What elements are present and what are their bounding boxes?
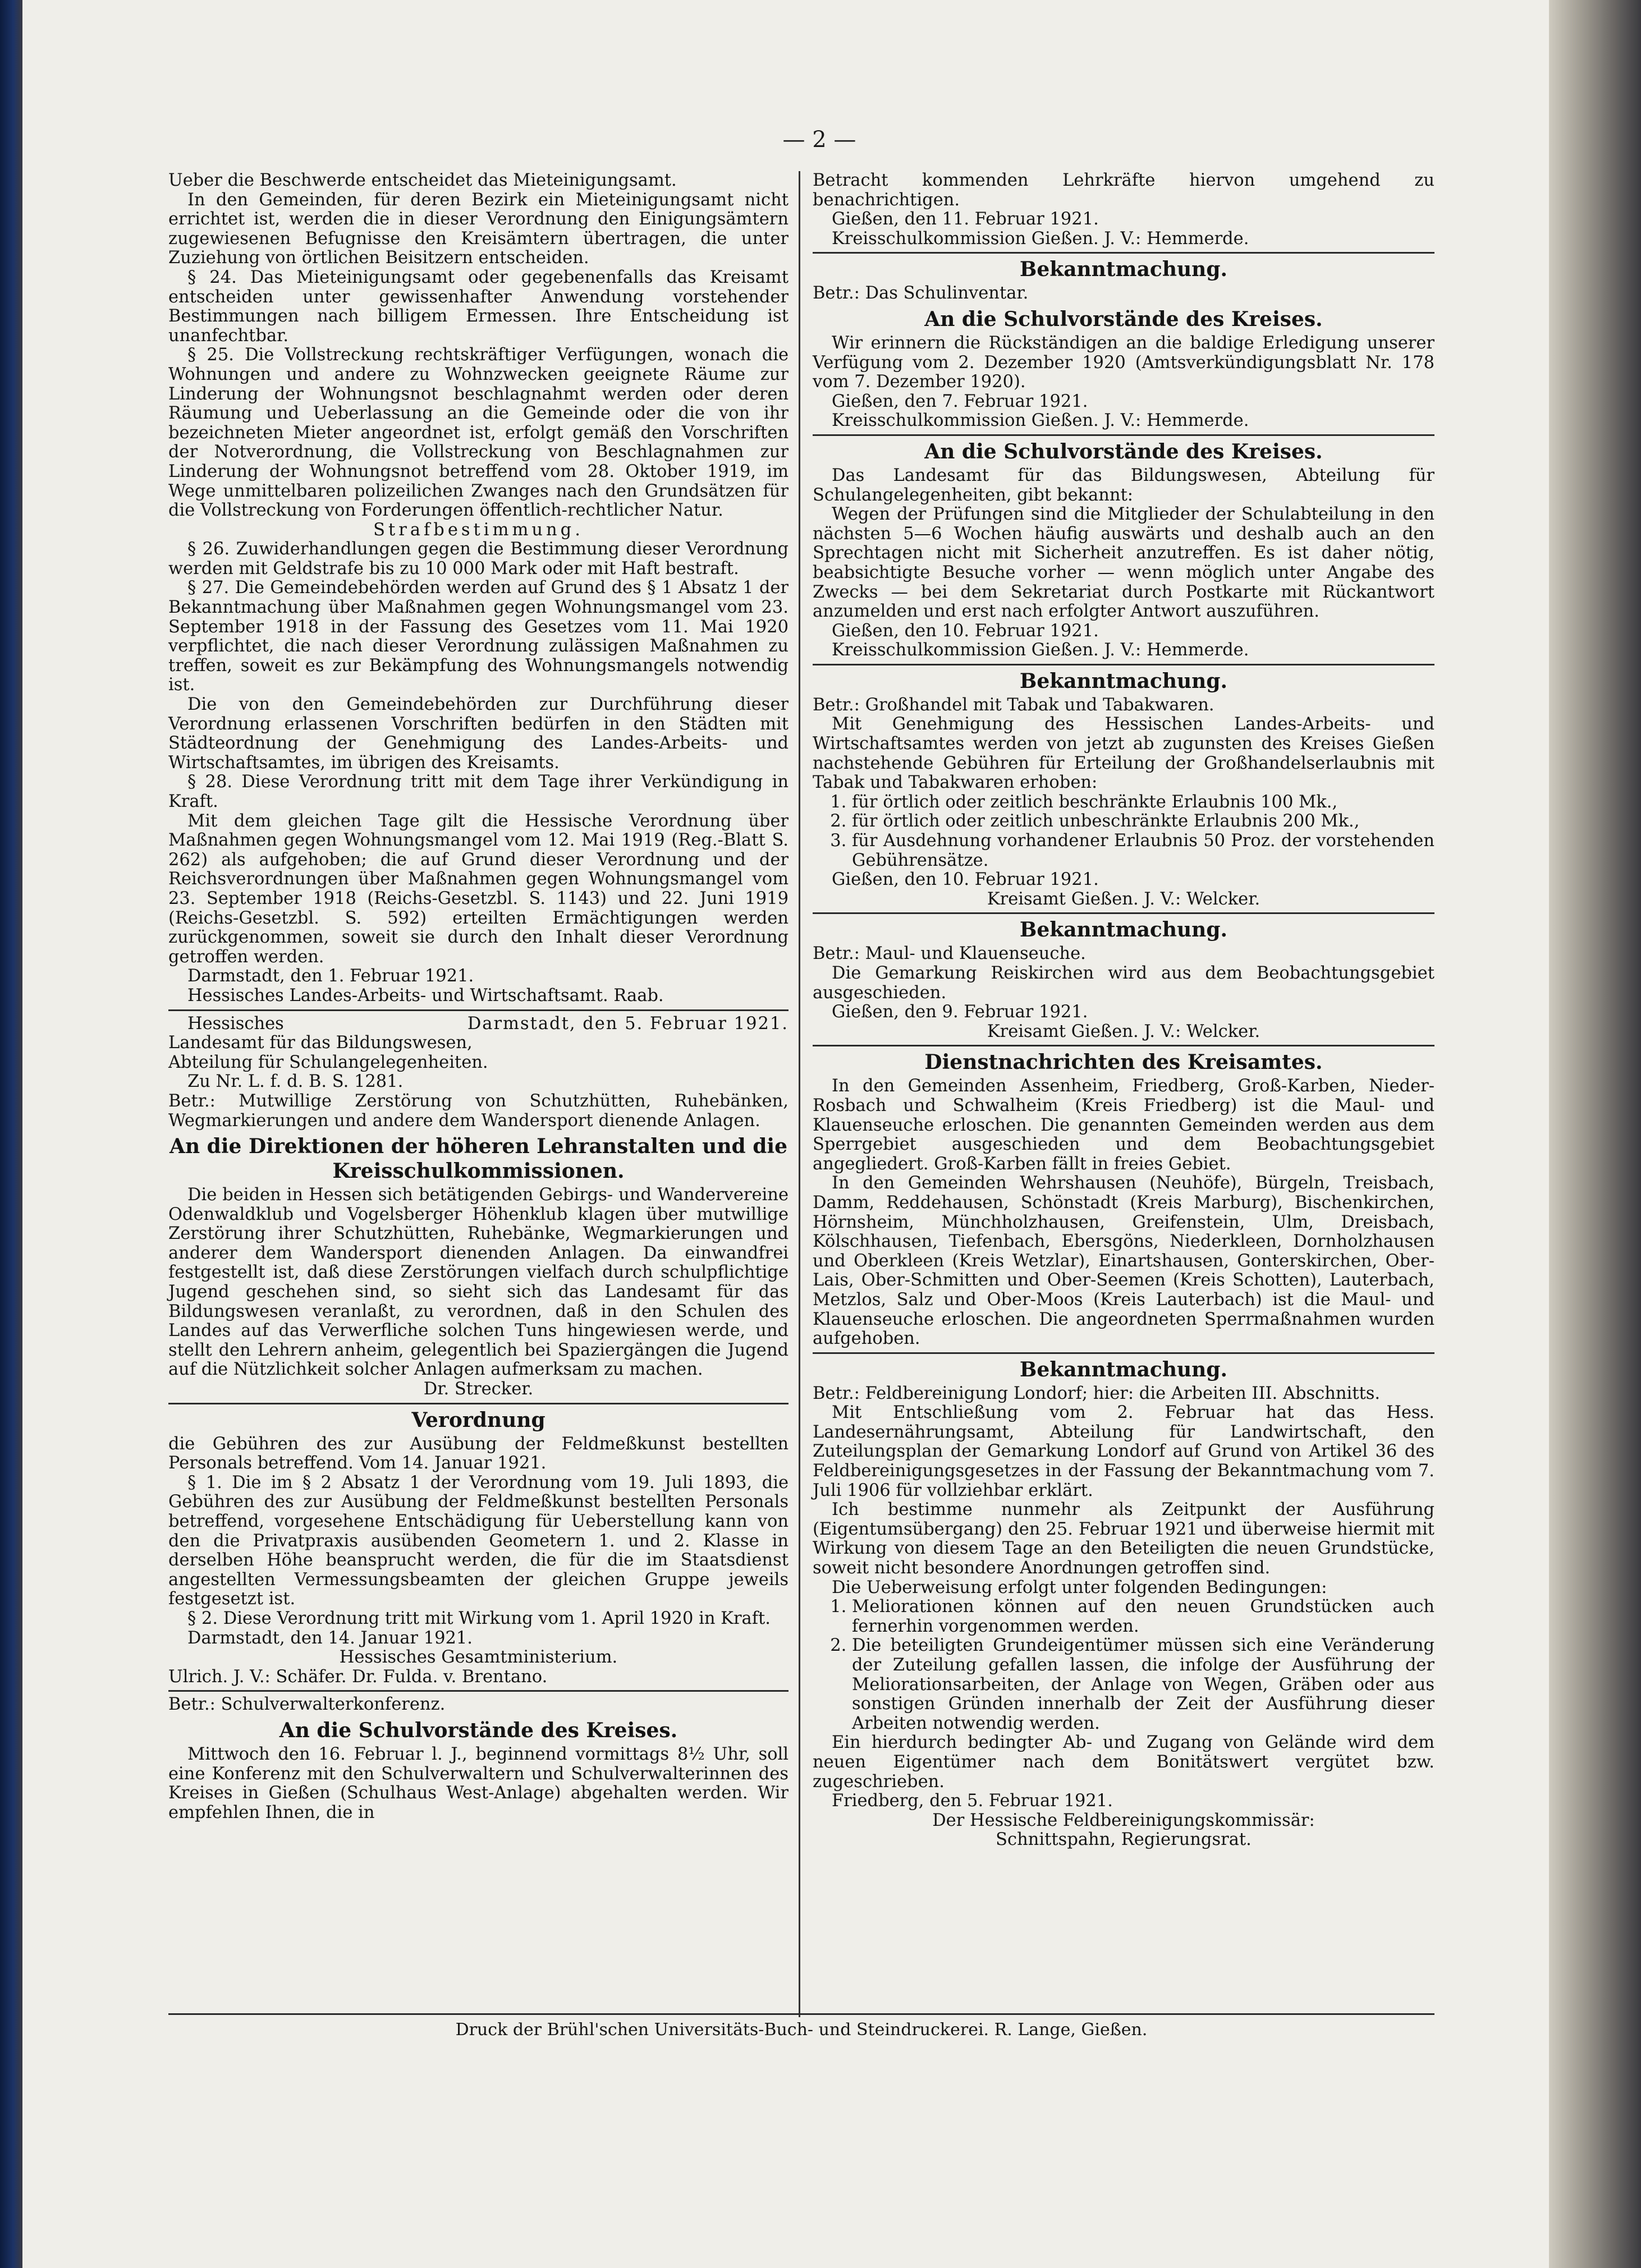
paragraph: § 26. Zuwiderhandlungen gegen die Bestimmung dieser Verordnung werden mit Geldstrafe bis zu 10 000 Mark oder mit Haft bestraft. bbox=[168, 539, 789, 579]
paragraph: Betracht kommenden Lehrkräfte hiervon umgehend zu benachrichtigen. bbox=[813, 171, 1434, 210]
dateline-left: Hessisches bbox=[187, 1013, 284, 1034]
paragraph: Dr. Strecker. bbox=[423, 1379, 534, 1399]
paragraph: Wir erinnern die Rückständigen an die baldige Erledigung unserer Verfügung vom 2. Dezember 1920 (Amtsverkündigungsblatt Nr. 178 vom 7. Dezember 1920). bbox=[813, 333, 1434, 392]
section-rule bbox=[813, 1352, 1434, 1354]
paragraph: Der Hessische Feldbereinigungskommissär: bbox=[932, 1810, 1315, 1830]
paragraph: Friedberg, den 5. Februar 1921. bbox=[832, 1791, 1113, 1811]
paragraph: Betr.: Feldbereinigung Londorf; hier: die Arbeiten III. Abschnitts. bbox=[813, 1383, 1381, 1403]
paragraph: Kreisschulkommission Gießen. J. V.: Hemmerde. bbox=[832, 411, 1249, 431]
section-rule bbox=[813, 252, 1434, 254]
paragraph: § 25. Die Vollstreckung rechtskräftiger Verfügungen, wonach die Wohnungen und andere zu Wohnzwecken geeignete Räume zur Linderung der Wohnungsnot beschlagnahmt werden oder deren Räumung und Ueberlassung an die Gemeinde oder die von ihr bezeichneten Mieter angeordnet ist, erfolgt gemäß den Vorschriften der Notverordnung, die Vollstreckung von Beschlagnahmen zur Linderung der Wohnungsnot betreffend vom 28. Oktober 1919, im Wege unmittelbaren polizeilichen Zwanges nach den Grundsätzen für die Vollstreckung von Forderungen öffentlich-rechtlicher Natur. bbox=[168, 345, 789, 521]
section-heading: An die Schulvorstände des Kreises. bbox=[924, 439, 1323, 463]
paragraph: Kreisamt Gießen. J. V.: Welcker. bbox=[987, 889, 1260, 909]
section-heading: An die Schulvorstände des Kreises. bbox=[924, 307, 1323, 331]
section-heading: Bekanntmachung. bbox=[1019, 258, 1228, 282]
section-rule bbox=[813, 664, 1434, 665]
paragraph: § 24. Das Mieteinigungsamt oder gegebenenfalls das Kreisamt entscheiden unter gewissenhafter Anwendung vorstehender Bestimmungen nach billigem Ermessen. Ihre Entscheidung ist unanfechtbar. bbox=[168, 267, 789, 346]
book-binding bbox=[0, 0, 22, 2268]
paragraph: Betr.: Das Schulinventar. bbox=[813, 283, 1029, 304]
list-item: 1. für örtlich oder zeitlich beschränkte Erlaubnis 100 Mk., bbox=[852, 793, 1434, 812]
section-heading: An die Direktionen der höheren Lehranstalten und die Kreisschulkommissionen. bbox=[169, 1135, 787, 1183]
paragraph: Ulrich. J. V.: Schäfer. Dr. Fulda. v. Brentano. bbox=[168, 1666, 548, 1687]
section-rule bbox=[813, 434, 1434, 436]
paragraph: In den Gemeinden Wehrshausen (Neuhöfe), Bürgeln, Treisbach, Damm, Reddehausen, Schönstadt (Kreis Marburg), Bischenkirchen, Hörnsheim, Münchholzhausen, Greifenstein, Ulm, Dreisbach, Kölschhausen, Tiefenbach, Ebersgöns, Niederkleen, Dornholzhausen und Oberkleen (Kreis Wetzlar), Einartshausen, Gonterskirchen, Ober-Lais, Ober-Schmitten und Ober-Seemen (Kreis Schotten), Lauterbach, Metzlos, Salz und Ober-Moos (Kreis Lauterbach) ist die Maul- und Klauenseuche erloschen. Die angeordneten Sperrmaßnahmen wurden aufgehoben. bbox=[813, 1173, 1434, 1349]
paragraph: Ich bestimme nunmehr als Zeitpunkt der Ausführung (Eigentumsübergang) den 25. Februar 1921 und überweise hiermit mit Wirkung von diesem Tage an den Beteiligten die neuen Grundstücke, soweit nicht besondere Anordnungen getroffen sind. bbox=[813, 1500, 1434, 1578]
section-heading: Verordnung bbox=[411, 1408, 546, 1432]
paragraph: In den Gemeinden Assenheim, Friedberg, Groß-Karben, Nieder-Rosbach und Schwalheim (Kreis Friedberg) ist die Maul- und Klauenseuche erloschen. Die genannten Gemeinden werden aus dem Sperrgebiet ausgeschieden und dem Beobachtungsgebiet angegliedert. Groß-Karben fällt in freies Gebiet. bbox=[813, 1076, 1434, 1174]
section-rule bbox=[168, 1690, 789, 1692]
section-rule bbox=[168, 1009, 789, 1011]
paragraph: Strafbestimmung. bbox=[373, 520, 584, 540]
paragraph: Landesamt für das Bildungswesen, bbox=[168, 1033, 473, 1053]
paragraph: Ein hierdurch bedingter Ab- und Zugang von Gelände wird dem neuen Eigentümer nach dem Bonitätswert vergütet bzw. zugeschrieben. bbox=[813, 1733, 1434, 1792]
dateline-right: Darmstadt, den 5. Februar 1921. bbox=[467, 1013, 789, 1034]
paragraph: Mittwoch den 16. Februar l. J., beginnend vormittags 8½ Uhr, soll eine Konferenz mit den Schulverwaltern und Schulverwalterinnen des Kreises in Gießen (Schulhaus West-Anlage) abgehalten werden. Wir empfehlen Ihnen, die in bbox=[168, 1744, 789, 1822]
paragraph: Die beiden in Hessen sich betätigenden Gebirgs- und Wandervereine Odenwaldklub und Vogelsberger Höhenklub klagen über mutwillige Zerstörung ihrer Schutzhütten, Ruhebänke, Wegmarkierungen und anderer dem Wandersport dienenden Anlagen. Da einwandfrei festgestellt ist, daß diese Zerstörungen vielfach durch schulpflichtige Jugend geschehen sind, so sieht sich das Landesamt für das Bildungswesen veranlaßt, zu verordnen, daß in den Schulen des Landes auf das Verwerfliche solchen Tuns hingewiesen werde, und stellt den Lehrern anheim, gelegentlich bei Spaziergängen die Jugend auf die Nützlichkeit solcher Anlagen aufmerksam zu machen. bbox=[168, 1185, 789, 1380]
paragraph: Hessisches Landes-Arbeits- und Wirtschaftsamt. Raab. bbox=[187, 985, 664, 1006]
paragraph: Darmstadt, den 14. Januar 1921. bbox=[187, 1628, 473, 1648]
paragraph: Abteilung für Schulangelegenheiten. bbox=[168, 1052, 488, 1072]
list-item: 3. für Ausdehnung vorhandener Erlaubnis 50 Proz. der vorstehenden Gebührensätze. bbox=[852, 832, 1434, 870]
paragraph: Kreisschulkommission Gießen. J. V.: Hemmerde. bbox=[832, 640, 1249, 660]
paragraph: Schnittspahn, Regierungsrat. bbox=[996, 1830, 1252, 1850]
section-heading: Dienstnachrichten des Kreisamtes. bbox=[924, 1050, 1323, 1075]
paragraph: § 1. Die im § 2 Absatz 1 der Verordnung vom 19. Juli 1893, die Gebühren des zur Ausübung der Feldmeßkunst bestellten Personals betreffend, vorgesehene Entschädigung für Ueberstellung kann von den die Privatpraxis ausübenden Geometern 1. und 2. Klasse in derselben Höhe beansprucht werden, die für die im Staatsdienst angestellten Vermessungsbeamten der gleichen Gruppe jeweils festgesetzt ist. bbox=[168, 1472, 789, 1609]
paragraph: Gießen, den 9. Februar 1921. bbox=[832, 1002, 1088, 1022]
paragraph: In den Gemeinden, für deren Bezirk ein Mieteinigungsamt nicht errichtet ist, werden die in dieser Verordnung den Einigungsämtern zugewiesenen Befugnisse den Kreisämtern übertragen, die unter Zuziehung von örtlichen Beisitzern entscheiden. bbox=[168, 190, 789, 268]
page-edge bbox=[1549, 0, 1641, 2268]
column-divider bbox=[799, 171, 800, 2017]
numbered-list bbox=[813, 1597, 1434, 1733]
paragraph: Das Landesamt für das Bildungswesen, Abteilung für Schulangelegenheiten, gibt bekannt: bbox=[813, 465, 1434, 505]
paragraph: § 28. Diese Verordnung tritt mit dem Tage ihrer Verkündigung in Kraft. bbox=[168, 772, 789, 811]
footer-rule bbox=[168, 2013, 1434, 2015]
paragraph: Die Gemarkung Reiskirchen wird aus dem Beobachtungsgebiet ausgeschieden. bbox=[813, 963, 1434, 1003]
paragraph: Wegen der Prüfungen sind die Mitglieder der Schulabteilung in den nächsten 5—6 Wochen häufig auswärts und deshalb auch an den Sprechtagen nicht mit Sicherheit anzutreffen. Es ist daher nötig, beabsichtigte Besuche vorher — wenn möglich unter Angabe des Zwecks — bei dem Sekretariat durch Postkarte mit Rückantwort anzumelden und erst nach erfolgter Antwort auszuführen. bbox=[813, 504, 1434, 622]
numbered-list bbox=[813, 793, 1434, 870]
paragraph: Kreisamt Gießen. J. V.: Welcker. bbox=[987, 1021, 1260, 1041]
paragraph: Gießen, den 11. Februar 1921. bbox=[832, 209, 1099, 229]
section-rule bbox=[813, 912, 1434, 914]
section-heading: An die Schulvorstände des Kreises. bbox=[279, 1718, 678, 1742]
paragraph: die Gebühren des zur Ausübung der Feldmeßkunst bestellten Personals betreffend. Vom 14. Januar 1921. bbox=[168, 1434, 789, 1473]
paragraph: Gießen, den 10. Februar 1921. bbox=[832, 621, 1099, 641]
paragraph: Gießen, den 7. Februar 1921. bbox=[832, 391, 1088, 411]
section-heading: Bekanntmachung. bbox=[1019, 669, 1228, 693]
paragraph: Die von den Gemeindebehörden zur Durchführung dieser Verordnung erlassenen Vorschriften bedürfen in den Städten mit Städteordnung der Genehmigung des Landes-Arbeits- und Wirtschaftsamtes, im übrigen des Kreisamts. bbox=[168, 695, 789, 773]
paragraph: Darmstadt, den 1. Februar 1921. bbox=[187, 966, 474, 986]
paragraph: Mit dem gleichen Tage gilt die Hessische Verordnung über Maßnahmen gegen Wohnungsmangel vom 12. Mai 1919 (Reg.-Blatt S. 262) als aufgehoben; die auf Grund dieser Verordnung und der Reichsverordnungen über Maßnahmen gegen Wohnungsmangel vom 23. September 1918 (Reichs-Gesetzbl. S. 1143) und 22. Juni 1919 (Reichs-Gesetzbl. S. 592) erteilten Ermächtigungen werden zurückgenommen, soweit sie durch den Inhalt dieser Verordnung getroffen werden. bbox=[168, 811, 789, 967]
paragraph: § 2. Diese Verordnung tritt mit Wirkung vom 1. April 1920 in Kraft. bbox=[187, 1608, 771, 1628]
paragraph: Betr.: Großhandel mit Tabak und Tabakwaren. bbox=[813, 695, 1214, 715]
paragraph: Zu Nr. L. f. d. B. S. 1281. bbox=[187, 1072, 404, 1092]
paragraph: Mit Entschließung vom 2. Februar hat das Hess. Landesernährungsamt, Abteilung für Landwirtschaft, den Zuteilungsplan der Gemarkung Londorf auf Grund von Artikel 36 des Feldbereinigungsgesetzes in der Fassung der Bekanntmachung vom 7. Juli 1906 für vollziehbar erklärt. bbox=[813, 1403, 1434, 1500]
section-heading: Bekanntmachung. bbox=[1019, 1357, 1228, 1381]
list-item: 2. für örtlich oder zeitlich unbeschränkte Erlaubnis 200 Mk., bbox=[852, 812, 1434, 832]
paragraph: § 27. Die Gemeindebehörden werden auf Grund des § 1 Absatz 1 der Bekanntmachung über Maßnahmen gegen Wohnungsmangel vom 23. September 1918 in der Fassung des Gesetzes vom 11. Mai 1920 verpflichtet, die nach dieser Verordnung zulässigen Maßnahmen zu treffen, soweit es zur Bekämpfung des Wohnungsmangels notwendig ist. bbox=[168, 578, 789, 695]
paragraph: Hessisches Gesamtministerium. bbox=[339, 1647, 618, 1668]
left-column bbox=[168, 171, 789, 1822]
paragraph: Gießen, den 10. Februar 1921. bbox=[832, 870, 1099, 890]
section-rule bbox=[168, 1403, 789, 1404]
list-item: 1. Meliorationen können auf den neuen Grundstücken auch fernerhin vorgenommen werden. bbox=[852, 1597, 1434, 1636]
right-column bbox=[813, 171, 1434, 1850]
paragraph: Betr.: Mutwillige Zerstörung von Schutzhütten, Ruhebänken, Wegmarkierungen und andere dem Wandersport dienende Anlagen. bbox=[168, 1091, 789, 1131]
paragraph: Kreisschulkommission Gießen. J. V.: Hemmerde. bbox=[832, 228, 1249, 249]
printer-imprint: Druck der Brühl'schen Universitäts-Buch- und Steindruckerei. R. Lange, Gießen. bbox=[455, 2020, 1148, 2040]
paragraph: Ueber die Beschwerde entscheidet das Mieteinigungsamt. bbox=[168, 171, 677, 190]
section-heading: Bekanntmachung. bbox=[1019, 918, 1228, 942]
paragraph: Mit Genehmigung des Hessischen Landes-Arbeits- und Wirtschaftsamtes werden von jetzt ab zugunsten des Kreises Gießen nachstehende Gebühren für Erteilung der Großhandelserlaubnis mit Tabak und Tabakwaren erhoben: bbox=[813, 714, 1434, 793]
list-item: 2. Die beteiligten Grundeigentümer müssen sich eine Veränderung der Zuteilung gefallen lassen, die infolge der Ausführung der Meliorationsarbeiten, der Anlage von Wegen, Gräben oder aus sonstigen Gründen innerhalb der Zeit der Ausführung dieser Arbeiten notwendig werden. bbox=[852, 1636, 1434, 1733]
paragraph: Betr.: Maul- und Klauenseuche. bbox=[813, 944, 1086, 964]
page-number: — 2 — bbox=[782, 127, 856, 153]
dateline-row bbox=[168, 1014, 789, 1034]
paragraph: Betr.: Schulverwalterkonferenz. bbox=[168, 1695, 446, 1715]
section-rule bbox=[813, 1045, 1434, 1046]
paragraph: Die Ueberweisung erfolgt unter folgenden Bedingungen: bbox=[832, 1577, 1327, 1597]
